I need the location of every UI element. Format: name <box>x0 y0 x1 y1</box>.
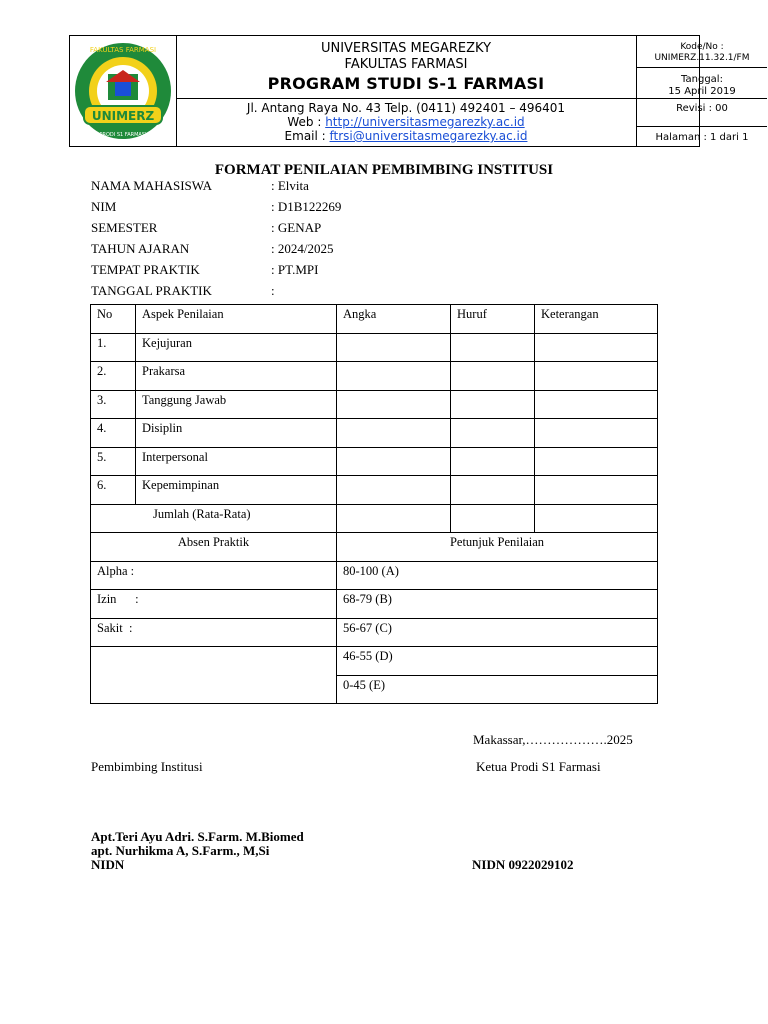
table-row <box>91 448 658 476</box>
petunjuk-item: 80-100 (A) <box>337 562 658 590</box>
absen-header: Absen Praktik <box>91 533 337 562</box>
absen-empty <box>91 647 337 704</box>
header-aspek: Aspek Penilaian <box>136 305 337 334</box>
petunjuk-item: 46-55 (D) <box>337 647 658 676</box>
jumlah-label: Jumlah (Rata-Rata) <box>91 505 337 533</box>
absen-row <box>91 562 658 590</box>
info-label: NIM <box>91 199 117 214</box>
jumlah-keterangan[interactable] <box>535 505 658 533</box>
web-line <box>176 115 636 129</box>
huruf-cell[interactable] <box>451 334 535 362</box>
keterangan-cell[interactable] <box>535 448 658 476</box>
absen-sakit[interactable]: Sakit : <box>91 619 337 647</box>
program-name: PROGRAM STUDI S-1 FARMASI <box>267 74 545 93</box>
huruf-cell[interactable] <box>451 419 535 448</box>
angka-cell[interactable] <box>337 362 451 391</box>
kode-value: UNIMERZ.11.32.1/FM <box>654 53 750 63</box>
jumlah-huruf[interactable] <box>451 505 535 533</box>
web-label: Web : <box>287 115 326 129</box>
absen-izin[interactable]: Izin : <box>91 590 337 619</box>
info-label: TANGGAL PRAKTIK <box>91 283 212 298</box>
row-aspek: Kejujuran <box>136 334 337 362</box>
letterhead <box>69 35 750 147</box>
row-no: 2. <box>91 362 136 391</box>
jumlah-angka[interactable] <box>337 505 451 533</box>
info-value: : D1B122269 <box>271 199 342 214</box>
header-no: No <box>91 305 136 334</box>
svg-text:UNIMERZ: UNIMERZ <box>91 109 155 123</box>
absen-row <box>91 590 658 619</box>
address: Jl. Antang Raya No. 43 Telp. (0411) 492401 – 496401 <box>246 101 566 115</box>
right-role: Ketua Prodi S1 Farmasi <box>476 759 601 774</box>
row-aspek: Interpersonal <box>136 448 337 476</box>
header-huruf: Huruf <box>451 305 535 334</box>
form-title: FORMAT PENILAIAN PEMBIMBING INSTITUSI <box>214 162 554 178</box>
angka-cell[interactable] <box>337 391 451 419</box>
logo-cell <box>70 36 177 146</box>
assessment-table <box>90 304 658 704</box>
left-role: Pembimbing Institusi <box>91 759 203 774</box>
info-label: TEMPAT PRAKTIK <box>91 262 200 277</box>
left-signer-name: Apt.Teri Ayu Adri. S.Farm. M.Biomed <box>91 829 304 844</box>
keterangan-cell[interactable] <box>535 476 658 505</box>
row-aspek: Disiplin <box>136 419 337 448</box>
tanggal-label: Tanggal: <box>681 74 723 85</box>
petunjuk-header: Petunjuk Penilaian <box>337 533 658 562</box>
table-header-row <box>91 305 658 334</box>
halaman: Halaman : 1 dari 1 <box>655 132 749 143</box>
section-header-row <box>91 533 658 562</box>
angka-cell[interactable] <box>337 476 451 505</box>
kode-label: Kode/No : <box>680 42 724 52</box>
info-value: : <box>271 283 275 298</box>
header-titles <box>176 36 636 99</box>
angka-cell[interactable] <box>337 448 451 476</box>
faculty-logo <box>70 36 176 146</box>
row-aspek: Prakarsa <box>136 362 337 391</box>
email-line <box>176 129 636 143</box>
petunjuk-item: 56-67 (C) <box>337 619 658 647</box>
header-center <box>176 36 637 146</box>
absen-row <box>91 619 658 647</box>
email-link[interactable]: ftrsi@universitasmegarezky.ac.id <box>329 129 528 143</box>
document-meta <box>637 36 767 146</box>
right-nidn: NIDN 0922029102 <box>472 857 574 872</box>
row-no: 3. <box>91 391 136 419</box>
revisi: Revisi : 00 <box>676 103 728 114</box>
university-name: UNIVERSITAS MEGAREZKY <box>320 41 492 56</box>
huruf-cell[interactable] <box>451 476 535 505</box>
petunjuk-item: 68-79 (B) <box>337 590 658 619</box>
table-row <box>91 391 658 419</box>
row-aspek: Kepemimpinan <box>136 476 337 505</box>
left-signer-name-2: apt. Nurhikma A, S.Farm., M,Si <box>91 843 270 858</box>
faculty-name: FAKULTAS FARMASI <box>344 57 468 72</box>
keterangan-cell[interactable] <box>535 391 658 419</box>
info-value: : PT.MPI <box>271 262 319 277</box>
row-no: 6. <box>91 476 136 505</box>
keterangan-cell[interactable] <box>535 419 658 448</box>
info-value: : Elvita <box>271 178 309 193</box>
angka-cell[interactable] <box>337 334 451 362</box>
huruf-cell[interactable] <box>451 362 535 391</box>
huruf-cell[interactable] <box>451 391 535 419</box>
info-value: : GENAP <box>271 220 322 235</box>
table-row <box>91 419 658 448</box>
tanggal-value: 15 April 2019 <box>668 86 736 97</box>
row-no: 1. <box>91 334 136 362</box>
table-row <box>91 476 658 505</box>
petunjuk-item: 0-45 (E) <box>337 676 658 704</box>
absen-row <box>91 647 658 676</box>
info-label: NAMA MAHASISWA <box>91 178 212 193</box>
header-angka: Angka <box>337 305 451 334</box>
row-aspek: Tanggung Jawab <box>136 391 337 419</box>
absen-alpha[interactable]: Alpha : <box>91 562 337 590</box>
keterangan-cell[interactable] <box>535 334 658 362</box>
keterangan-cell[interactable] <box>535 362 658 391</box>
row-no: 4. <box>91 419 136 448</box>
table-row <box>91 334 658 362</box>
info-label: TAHUN AJARAN <box>91 241 190 256</box>
info-value: : 2024/2025 <box>271 241 334 256</box>
svg-text:PRODI S1 FARMASI: PRODI S1 FARMASI <box>99 132 147 138</box>
row-no: 5. <box>91 448 136 476</box>
place-date: Makassar,……………….2025 <box>473 732 633 747</box>
header-keterangan: Keterangan <box>535 305 658 334</box>
header-contact <box>176 99 636 146</box>
svg-text:FAKULTAS FARMASI: FAKULTAS FARMASI <box>89 46 157 54</box>
left-nidn: NIDN <box>91 857 125 872</box>
info-label: SEMESTER <box>91 220 158 235</box>
jumlah-row <box>91 505 658 533</box>
web-link[interactable]: http://universitasmegarezky.ac.id <box>325 115 525 129</box>
huruf-cell[interactable] <box>451 448 535 476</box>
table-row <box>91 362 658 391</box>
angka-cell[interactable] <box>337 419 451 448</box>
email-label: Email : <box>284 129 330 143</box>
